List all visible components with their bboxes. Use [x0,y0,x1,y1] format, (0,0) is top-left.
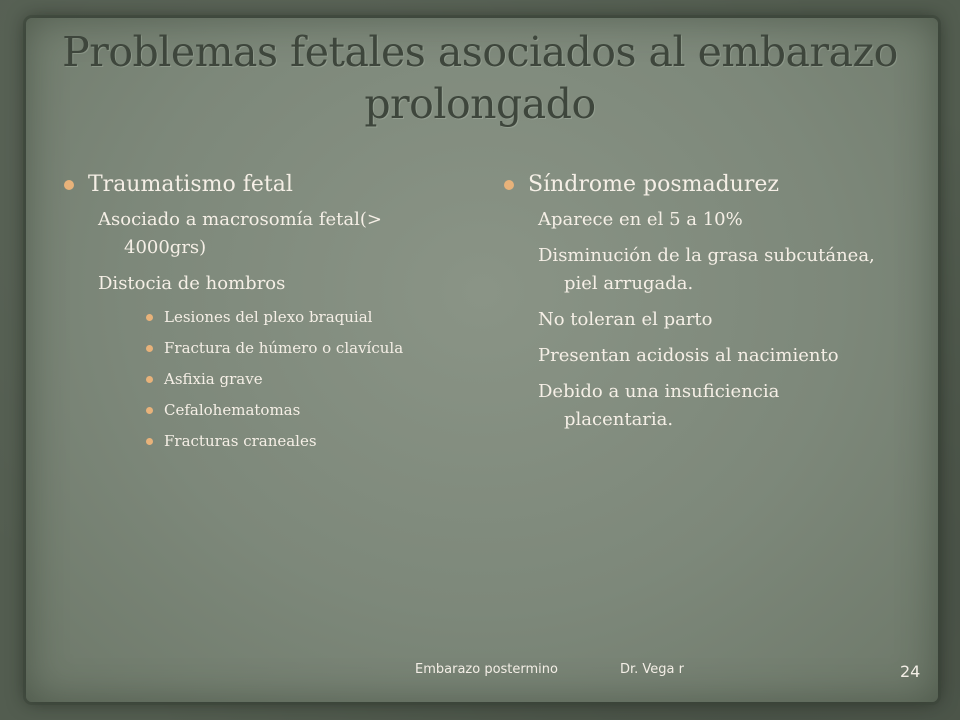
left-column [60,170,460,461]
right-item: Aparece en el 5 a 10% [538,209,743,230]
right-item: Debido a una insuficiencia placentaria. [538,381,780,430]
left-heading [60,170,460,200]
left-heading-text: Traumatismo fetal [88,172,293,197]
right-column [500,170,880,442]
right-item: Disminución de la grasa subcutánea, piel arrugada. [538,245,875,294]
slide-title: Problemas fetales asociados al embarazo prolongado [62,28,898,128]
left-subitem [142,399,460,421]
footer-left: Embarazo postermino [415,662,558,677]
left-subitem-text: Lesiones del plexo braquial [164,308,373,326]
right-item: Presentan acidosis al nacimiento [538,345,839,366]
page-number: 24 [900,662,921,681]
left-subitem [142,337,460,359]
left-item: Distocia de hombros [98,273,286,294]
left-subitem [142,430,460,452]
left-subitem-text: Fractura de húmero o clavícula [164,339,404,357]
left-subitem-text: Cefalohematomas [164,401,301,419]
bullet-icon [146,407,153,414]
bullet-icon [146,345,153,352]
right-heading [500,170,880,200]
left-subitem [142,306,460,328]
bullet-icon [146,376,153,383]
right-heading-text: Síndrome posmadurez [528,172,779,197]
bullet-icon [146,314,153,321]
left-item: Asociado a macrosomía fetal(> 4000grs) [98,209,382,258]
bullet-icon [504,180,514,190]
bullet-icon [146,438,153,445]
right-item: No toleran el parto [538,309,713,330]
left-subitem-text: Asfixia grave [164,370,263,388]
footer-right: Dr. Vega r [620,662,685,677]
left-subitem-text: Fracturas craneales [164,432,317,450]
bullet-icon [64,180,74,190]
left-subitem [142,368,460,390]
